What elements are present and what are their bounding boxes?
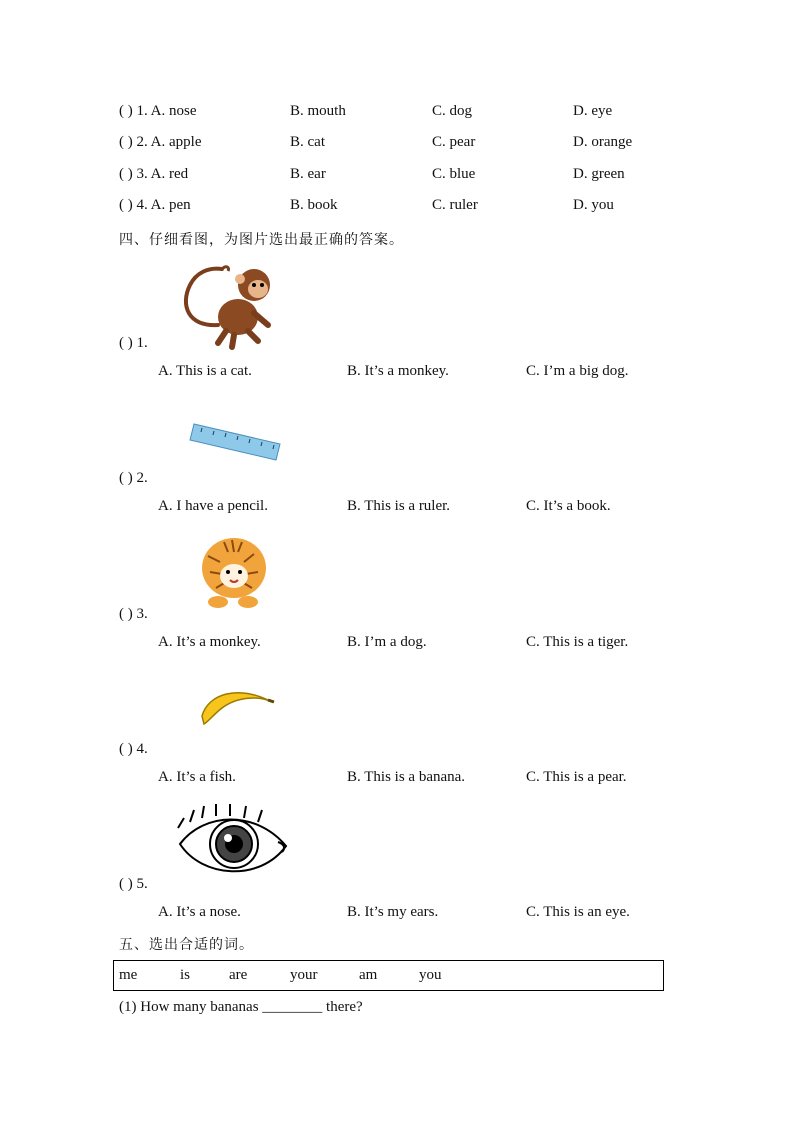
question-number: ( ) 1. A. nose xyxy=(119,103,197,119)
question-number: ( ) 5. xyxy=(119,876,148,892)
word-bank-item: are xyxy=(229,967,248,983)
option-a: A. I have a pencil. xyxy=(158,498,268,514)
section4-heading: 四、仔细看图，为图片选出最正确的答案。 xyxy=(119,232,404,248)
question-number: ( ) 1. xyxy=(119,335,148,351)
question-number: ( ) 2. xyxy=(119,470,148,486)
word-bank-item: am xyxy=(359,967,378,983)
tiger-image xyxy=(196,532,272,612)
option-b: B. book xyxy=(290,197,338,213)
eye-image xyxy=(174,798,296,890)
word-bank-item: me xyxy=(119,967,138,983)
option-c: C. It’s a book. xyxy=(526,498,611,514)
option-b: B. ear xyxy=(290,166,326,182)
option-b: B. It’s a monkey. xyxy=(347,363,449,379)
option-c: C. This is a tiger. xyxy=(526,634,629,650)
option-a: A. It’s a nose. xyxy=(158,904,241,920)
option-d: D. eye xyxy=(573,103,613,119)
word-bank-item: is xyxy=(180,967,191,983)
option-b: B. This is a banana. xyxy=(347,769,466,785)
section5-heading: 五、选出合适的词。 xyxy=(119,937,254,953)
option-a: A. This is a cat. xyxy=(158,363,252,379)
word-bank-box xyxy=(113,960,664,991)
word-bank-item: you xyxy=(419,967,442,983)
banana-image xyxy=(198,682,276,728)
fill-in-question-1: (1) How many bananas ________ there? xyxy=(119,999,363,1015)
option-d: D. orange xyxy=(573,134,633,150)
option-b: B. I’m a dog. xyxy=(347,634,427,650)
question-number: ( ) 3. xyxy=(119,606,148,622)
option-d: D. you xyxy=(573,197,614,213)
option-b: B. It’s my ears. xyxy=(347,904,439,920)
option-a: A. It’s a fish. xyxy=(158,769,236,785)
option-b: B. This is a ruler. xyxy=(347,498,451,514)
question-number: ( ) 4. A. pen xyxy=(119,197,191,213)
monkey-image xyxy=(178,255,283,350)
option-d: D. green xyxy=(573,166,625,182)
option-b: B. mouth xyxy=(290,103,346,119)
question-number: ( ) 4. xyxy=(119,741,148,757)
ruler-image xyxy=(188,420,284,464)
option-c: C. ruler xyxy=(432,197,478,213)
option-c: C. blue xyxy=(432,166,476,182)
option-a: A. It’s a monkey. xyxy=(158,634,261,650)
question-number: ( ) 3. A. red xyxy=(119,166,189,182)
word-bank-item: your xyxy=(290,967,318,983)
option-c: C. This is an eye. xyxy=(526,904,630,920)
option-c: C. I’m a big dog. xyxy=(526,363,629,379)
option-c: C. dog xyxy=(432,103,473,119)
option-b: B. cat xyxy=(290,134,325,150)
question-number: ( ) 2. A. apple xyxy=(119,134,202,150)
option-c: C. pear xyxy=(432,134,476,150)
option-c: C. This is a pear. xyxy=(526,769,627,785)
